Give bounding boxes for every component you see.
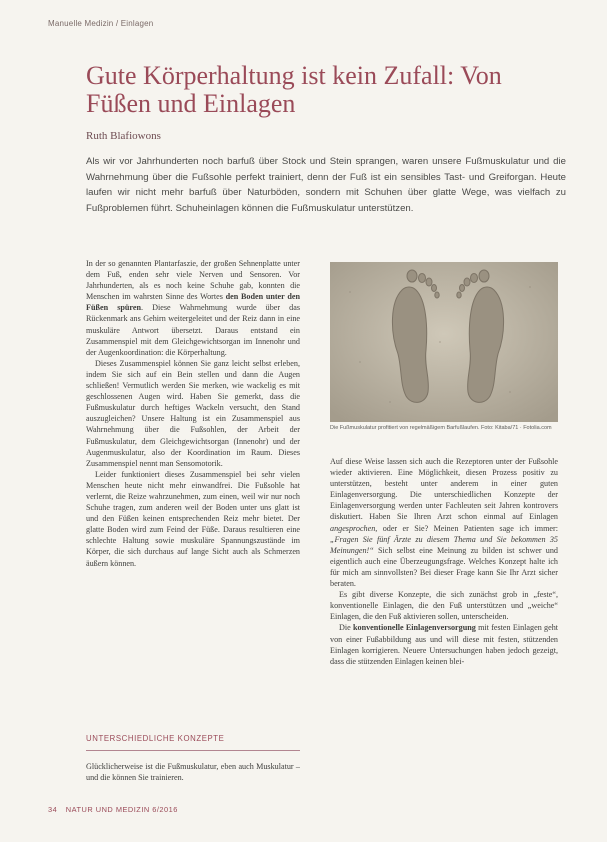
paragraph: Leider funktioniert dieses Zusammenspiel bei sehr vielen Menschen heute nicht mehr einwandfrei. Die Fußsohle hat verlernt, die Reize wahrzunehmen, zum einen, weil wir nur noch Schuhe tragen, zum anderen weil der Boden unter uns glatt ist und den Füßen keinen entsprechenden Reiz mehr bietet. Der glatte Boden wird zum Feind der Füße. Daraus resultieren eine schlechte Haltung sowie muskuläre Spannungszustände im Körper, die sich durchaus auf lange Sicht auch als Schmerzen äußern können. bbox=[86, 469, 300, 568]
column-left bbox=[86, 258, 300, 569]
emphasis: konventionelle Einlagenversorgung bbox=[353, 623, 476, 633]
section-kicker: Manuelle Medizin / Einlagen bbox=[48, 19, 154, 28]
paragraph: Dieses Zusammenspiel können Sie ganz leicht selbst erleben, indem Sie sich auf ein Bein stellen und dann die Augen schließen! Vermutlich werden Sie merken, wie wackelig es mit geschlossenen Augen wird. Haben Sie gemerkt, dass die Fußmuskulatur durch heftiges Wackeln versucht, den Stand auszugleichen? Unsere Haltung ist ein Zusammenspiel aus Wahrnehmung über die Fußsohlen, der Arbeit der Fußmuskulatur, dem Gleichgewichtsorgan (Innenohr) und der Augenmuskulatur, also der Koordination im Raum. Dieses Zusammenspiel nennt man Sensomotorik. bbox=[86, 358, 300, 468]
page-number: 34 bbox=[48, 805, 58, 814]
magazine-name: NATUR UND MEDIZIN 6/2016 bbox=[65, 805, 178, 814]
column-right bbox=[330, 456, 558, 667]
author-name: Ruth Blafiowons bbox=[86, 130, 161, 142]
article-title: Gute Körperhaltung ist kein Zufall: Von Füßen und Einlagen bbox=[86, 61, 502, 118]
paragraph: Glücklicherweise ist die Fußmuskulatur, eben auch Muskulatur – und die können Sie trainieren. bbox=[86, 762, 300, 783]
section-heading: UNTERSCHIEDLICHE KONZEPTE bbox=[86, 734, 300, 751]
page-footer bbox=[48, 805, 178, 814]
paragraph: Auf diese Weise lassen sich auch die Rezeptoren unter der Fußsohle wieder aktivieren. Eine Möglichkeit, diesen Prozess positiv zu unterstützen, besteht unter anderem in einer guten Einlagenversorgung. Die unterschiedlichen Konzepte der Einlagenversorgung werden unter Fachleuten seit Jahren kontrovers diskutiert. Haben Sie Ihren Arzt schon einmal auf Einlagen angesprochen, oder er Sie? Meinen Patienten sage ich immer: „Fragen Sie fünf Ärzte zu diesem Thema und Sie bekommen 35 Meinungen!“ Sich selbst eine Meinung zu bilden ist schwer und eigentlich auch eine Überzeugungsfrage. Welches Konzept halte ich für mich am sinnvollsten? Bei dieser Frage kann Sie Ihr Arzt sicher beraten. bbox=[330, 457, 558, 589]
photo-caption: Die Fußmuskulatur profitiert von regelmäßigem Barfußlaufen. Foto: Kitaba/71 · Fotolia.com bbox=[330, 425, 552, 431]
article-lead: Als wir vor Jahrhunderten noch barfuß über Stock und Stein sprangen, waren unsere Fußmuskulatur und die Wahrnehmung über die Fußsohle perfekt trainiert, denn der Fuß ist ein sensibles Tast- und Greiforgan. Heute laufen wir nicht mehr barfuß über Naturböden, sondern mit Schuhen über glatte Wege, was vielfach zu Fußproblemen führt. Schuheinlagen können die Fußmuskulatur unterstützen. bbox=[86, 156, 566, 214]
emphasis: den Boden unter den Füßen spüren bbox=[86, 292, 300, 313]
column-left-continued bbox=[86, 761, 300, 783]
paragraph: Die konventionelle Einlagenversorgung mit festen Einlagen geht von einer Fußabbildung aus und will diese mit festen, stützenden Einlagen korrigieren. Neuere Untersuchungen haben jedoch gezeigt, dass die stützenden Einlagen keinen blei- bbox=[330, 623, 559, 666]
paragraph: Es gibt diverse Konzepte, die sich zunächst grob in „feste“, konventionelle Einlagen, die den Fuß unterstützen und „weiche“ Einlagen, die den Fuß aktivieren sollen, unterscheiden. bbox=[330, 590, 558, 622]
quote: „Fragen Sie fünf Ärzte zu diesem Thema und Sie bekommen 35 Meinungen!“ bbox=[330, 534, 558, 555]
paragraph: In der so genannten Plantarfaszie, der großen Sehnenplatte unter dem Fuß, enden sehr viele Nerven und Sensoren. Vor Jahrhunderten, als es noch keine Schuhe gab, konnten die Menschen im wahrsten Sinne des Wortes den Boden unter den Füßen spüren. Diese Wahrnehmung wurde über das Rückenmark ans Gehirn weitergeleitet und der Reiz dann in eine muskuläre Antwort übersetzt. Daraus entstand ein Zusammenspiel mit dem Gleichgewichtsorgan im Innenohr und der Augenkoordination: die Körperhaltung. bbox=[86, 259, 300, 357]
footprints-photo bbox=[330, 262, 558, 422]
